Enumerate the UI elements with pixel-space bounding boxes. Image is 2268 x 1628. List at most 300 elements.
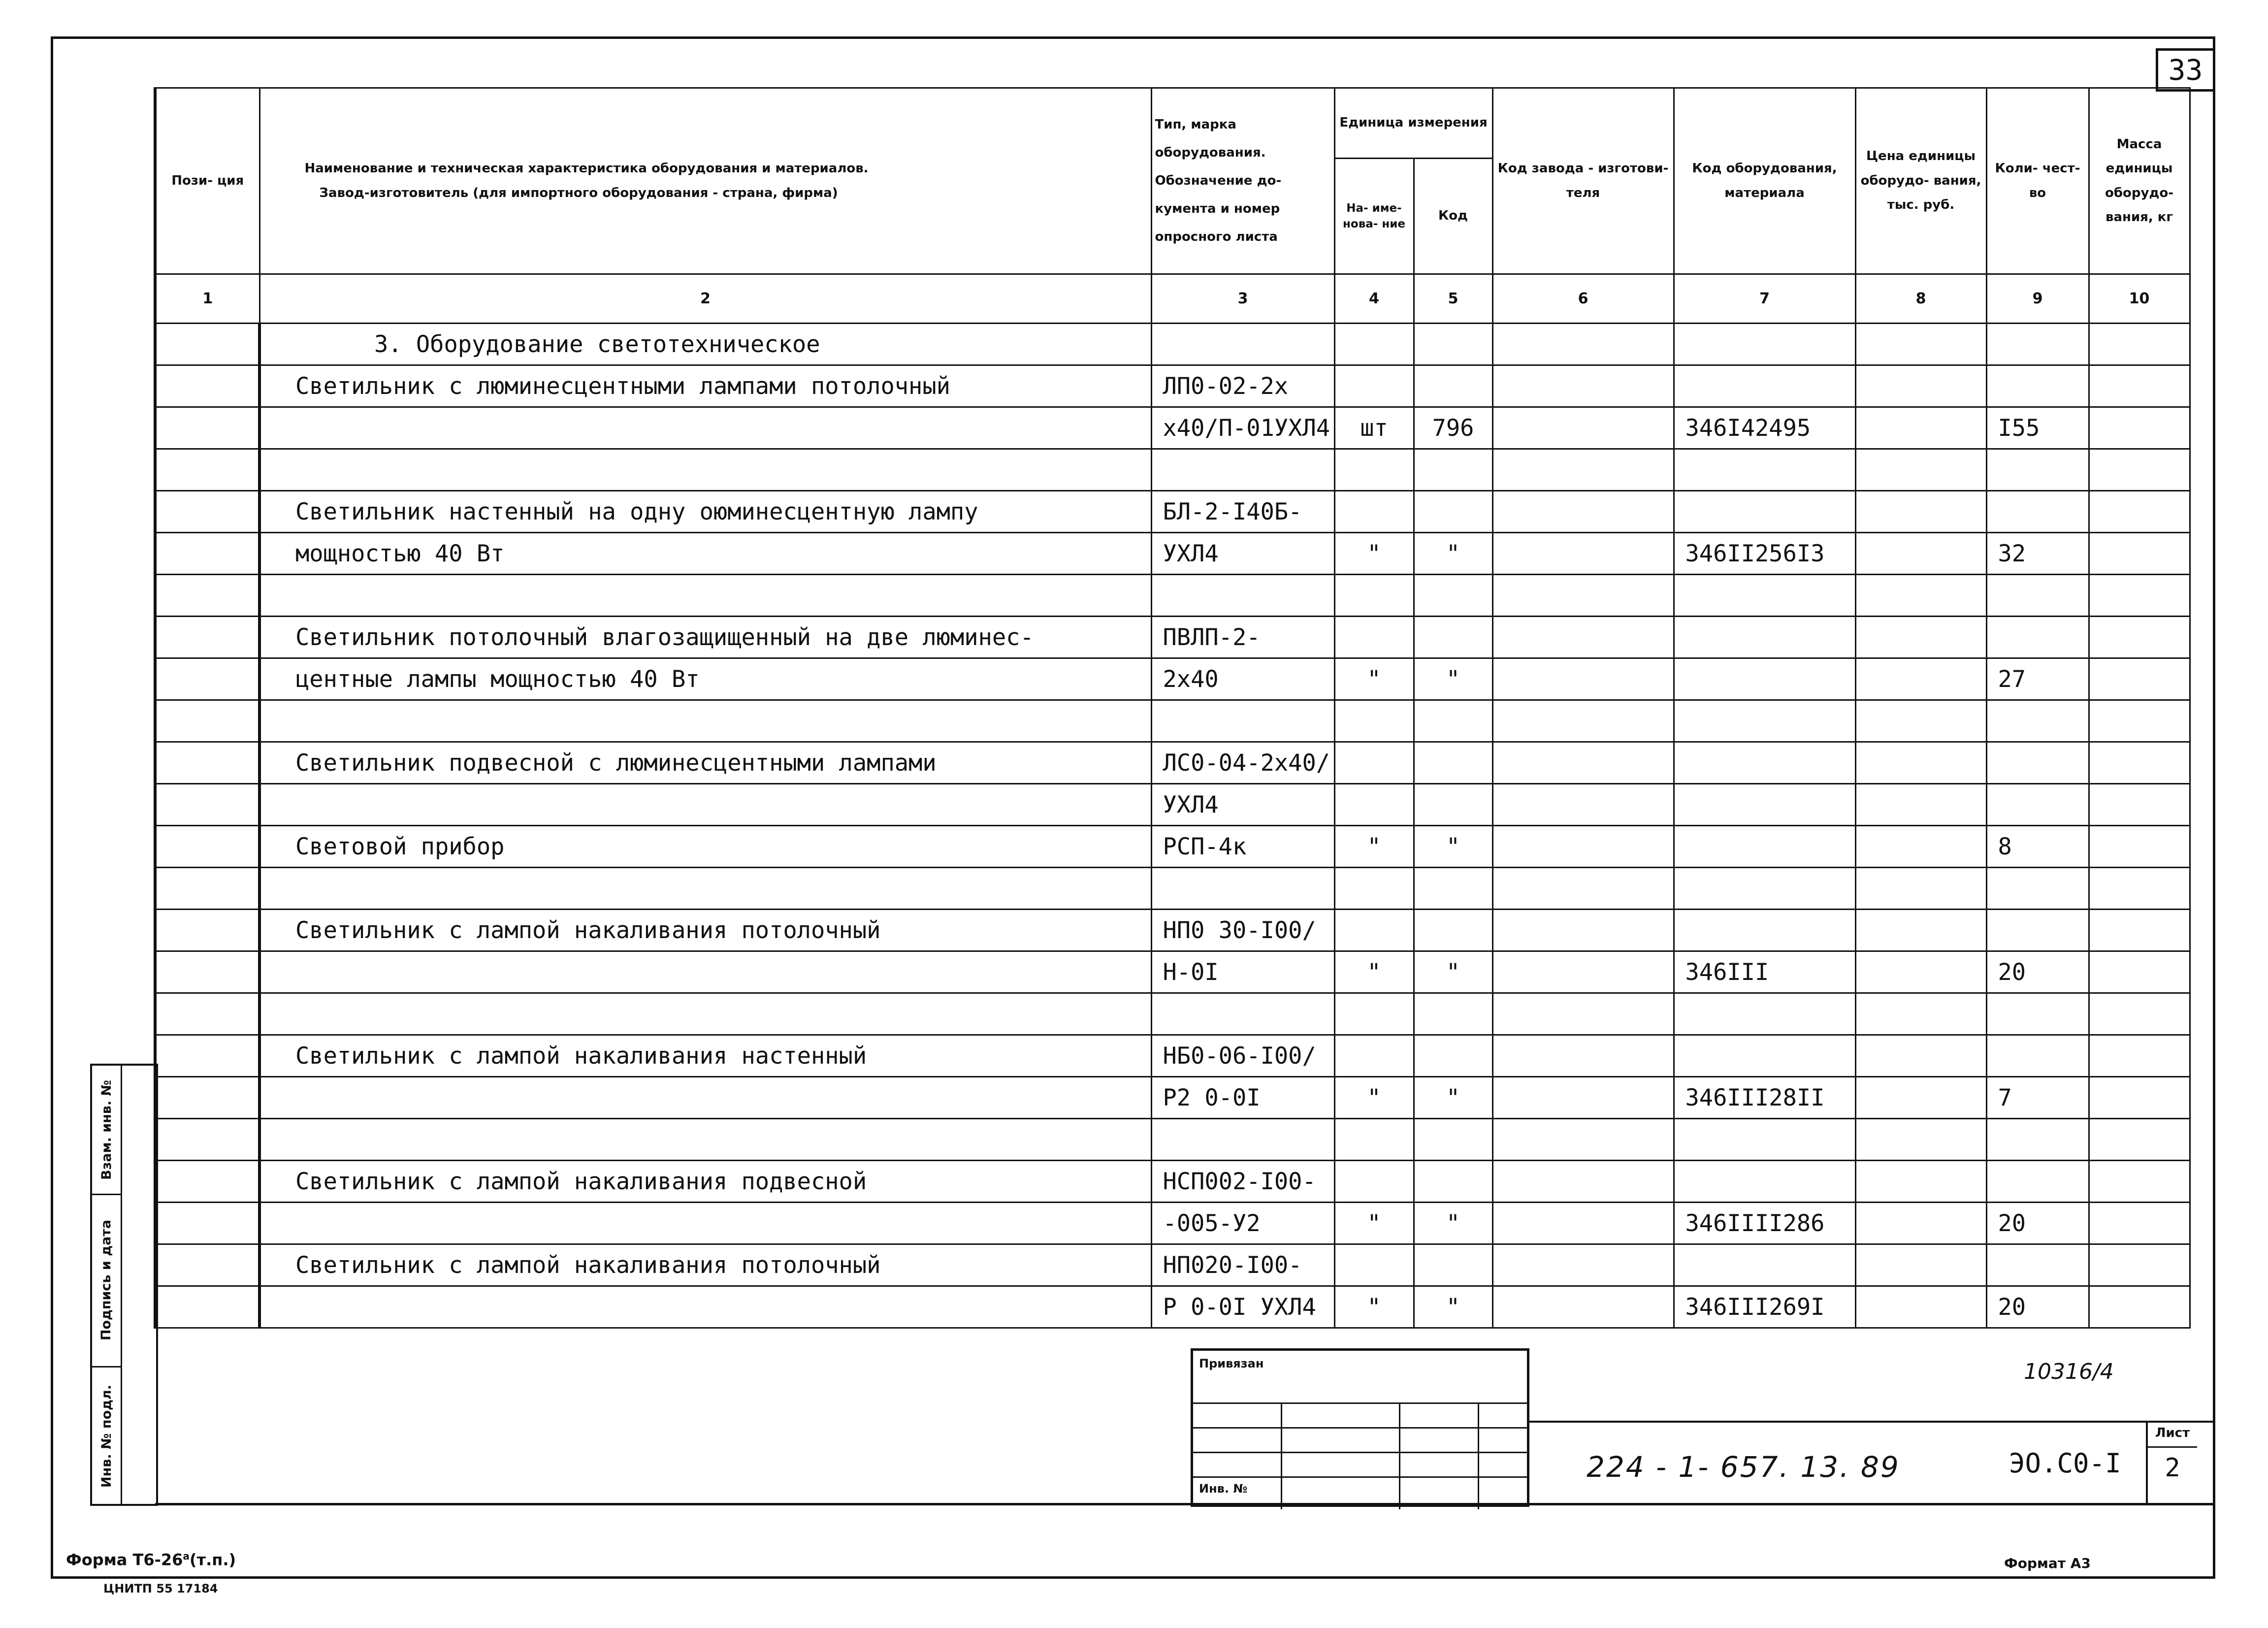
table-row [155,1119,2190,1161]
cell-factory-code [1492,449,1674,491]
cell-unit-code: " [1414,1077,1492,1119]
column-number: 1 [155,274,259,324]
cell-equipment-code: 346IIII286 [1674,1203,1855,1244]
cell-unit: шт [1334,407,1414,449]
cell-unit: " [1334,533,1414,575]
cell-unit: " [1334,826,1414,868]
table-row [155,658,2190,700]
cell-name: мощностью 40 Вт [259,533,1151,575]
cell-factory-code [1492,617,1674,658]
cell-price [1855,449,1986,491]
cell-quantity: 20 [1986,951,2089,993]
cell-equipment-code [1674,491,1855,533]
table-row [155,993,2190,1035]
bottom-border [155,1503,2215,1505]
header-factory-code: Код завода - изготови- теля [1492,88,1674,274]
cell-equipment-code: 346III269I [1674,1286,1855,1328]
cell-type: ЛП0-02-2х [1151,365,1334,407]
cell-unit-code [1414,742,1492,784]
strip-inv-orig: Инв. № подл. [98,1384,114,1488]
cell-type: РСП-4к [1151,826,1334,868]
cell-name [259,575,1151,617]
cell-name [259,700,1151,742]
cell-equipment-code [1674,575,1855,617]
cell-unit [1334,910,1414,951]
cell-factory-code [1492,742,1674,784]
cell-unit-code [1414,993,1492,1035]
cell-quantity: 8 [1986,826,2089,868]
cell-factory-code [1492,1035,1674,1077]
table-row [155,575,2190,617]
cell-mass [2089,617,2190,658]
cell-mass [2089,700,2190,742]
cell-unit-code: " [1414,658,1492,700]
cell-quantity: 32 [1986,533,2089,575]
cell-price [1855,951,1986,993]
cell-position [155,868,259,910]
left-signature-strip [90,1064,158,1506]
cell-factory-code [1492,700,1674,742]
cell-unit [1334,575,1414,617]
header-unit-group [1334,88,1492,274]
table-row [155,1286,2190,1328]
cell-unit-code: " [1414,951,1492,993]
cell-type: -005-У2 [1151,1203,1334,1244]
cell-price [1855,993,1986,1035]
cell-unit-code [1414,365,1492,407]
cell-mass [2089,491,2190,533]
table-row [155,826,2190,868]
cell-unit [1334,324,1414,365]
cell-name: Светильник с лампой накаливания подвесной [259,1161,1151,1203]
cell-mass [2089,1286,2190,1328]
cell-type: УХЛ4 [1151,784,1334,826]
cell-equipment-code [1674,1035,1855,1077]
cell-mass [2089,407,2190,449]
stamp-inv-label: Инв. № [1199,1482,1248,1496]
table-header-row [155,88,2190,274]
cell-equipment-code [1674,700,1855,742]
header-position: Пози- ция [155,88,259,274]
cell-name [259,1286,1151,1328]
cell-position [155,784,259,826]
cell-unit-code [1414,491,1492,533]
cell-unit-code [1414,700,1492,742]
table-row [155,1161,2190,1203]
table-row [155,491,2190,533]
cell-name: Светильник с лампой накаливания потолочный [259,910,1151,951]
cell-unit: " [1334,1203,1414,1244]
cell-name: Светильник подвесной с люминесцентными лампами [259,742,1151,784]
stamp-bound-label: Привязан [1199,1357,1264,1370]
inventory-number: 10316/4 [2024,1359,2114,1384]
cell-position [155,575,259,617]
cell-equipment-code [1674,324,1855,365]
cell-price [1855,826,1986,868]
cell-equipment-code: 346III [1674,951,1855,993]
cell-unit [1334,1119,1414,1161]
cell-unit-code [1414,1119,1492,1161]
cell-factory-code [1492,407,1674,449]
cell-position [155,658,259,700]
cell-name: Светильник с лампой накаливания настенный [259,1035,1151,1077]
cell-name [259,407,1151,449]
cell-position [155,449,259,491]
cell-quantity: 27 [1986,658,2089,700]
cell-unit-code: " [1414,826,1492,868]
cell-equipment-code [1674,784,1855,826]
cell-equipment-code: 346III28II [1674,1077,1855,1119]
cell-price [1855,868,1986,910]
cell-unit [1334,868,1414,910]
cell-unit [1334,1161,1414,1203]
column-number: 6 [1492,274,1674,324]
cell-unit-code [1414,1035,1492,1077]
cell-unit [1334,365,1414,407]
strip-sign-date: Подпись и дата [92,1194,121,1368]
cell-mass [2089,1244,2190,1286]
cell-factory-code [1492,1203,1674,1244]
cell-unit-code [1414,449,1492,491]
table-row [155,910,2190,951]
cell-mass [2089,1077,2190,1119]
cell-factory-code [1492,1244,1674,1286]
cell-quantity [1986,910,2089,951]
cell-position [155,1161,259,1203]
cell-type: БЛ-2-I40Б- [1151,491,1334,533]
cell-type [1151,324,1334,365]
cell-name: Световой прибор [259,826,1151,868]
cell-mass [2089,658,2190,700]
column-number: 5 [1414,274,1492,324]
sheet-label: Лист [2155,1426,2190,1440]
cell-factory-code [1492,1119,1674,1161]
cell-position [155,1035,259,1077]
cell-position [155,533,259,575]
cell-quantity [1986,1244,2089,1286]
cell-position [155,910,259,951]
cell-quantity [1986,449,2089,491]
small-stamp-text: ЦНИТП 55 17184 [103,1582,218,1595]
cell-quantity: I55 [1986,407,2089,449]
table-row [155,407,2190,449]
cell-type: Н-0I [1151,951,1334,993]
cell-unit: " [1334,1286,1414,1328]
table-row [155,533,2190,575]
header-type: Тип, марка оборудования. Обозначение до- кумента и номер опросного листа [1151,88,1334,274]
cell-equipment-code: 346II256I3 [1674,533,1855,575]
table-row [155,365,2190,407]
cell-position [155,491,259,533]
cell-factory-code [1492,1286,1674,1328]
cell-name [259,993,1151,1035]
cell-mass [2089,910,2190,951]
binding-stamp [1191,1348,1529,1507]
cell-mass [2089,993,2190,1035]
cell-price [1855,700,1986,742]
cell-name: Светильник с лампой накаливания потолочный [259,1244,1151,1286]
cell-equipment-code [1674,1161,1855,1203]
cell-equipment-code [1674,365,1855,407]
cell-price [1855,1244,1986,1286]
table-row [155,868,2190,910]
cell-equipment-code [1674,993,1855,1035]
cell-name [259,1077,1151,1119]
cell-type: ПВЛП-2- [1151,617,1334,658]
cell-price [1855,1286,1986,1328]
cell-name: Светильник потолочный влагозащищенный на две люминес- [259,617,1151,658]
column-number: 10 [2089,274,2190,324]
cell-type: Р 0-0I УХЛ4 [1151,1286,1334,1328]
cell-unit-code [1414,617,1492,658]
cell-position [155,700,259,742]
cell-quantity [1986,868,2089,910]
cell-equipment-code: 346I42495 [1674,407,1855,449]
table-row [155,617,2190,658]
header-name [259,88,1151,274]
cell-position [155,1119,259,1161]
cell-unit [1334,491,1414,533]
cell-position [155,1286,259,1328]
cell-name [259,1203,1151,1244]
format-label: Формат А3 [2004,1555,2091,1571]
cell-price [1855,491,1986,533]
cell-unit [1334,700,1414,742]
column-number-row [155,274,2190,324]
cell-type [1151,868,1334,910]
cell-position [155,1244,259,1286]
sheet-box [2146,1421,2195,1503]
cell-mass [2089,533,2190,575]
header-equipment-code: Код оборудования, материала [1674,88,1855,274]
cell-price [1855,407,1986,449]
cell-name [259,951,1151,993]
cell-mass [2089,1203,2190,1244]
table-row [155,1077,2190,1119]
cell-price [1855,742,1986,784]
cell-equipment-code [1674,910,1855,951]
header-unit-subcells [1335,159,1492,273]
cell-equipment-code [1674,826,1855,868]
table-row [155,742,2190,784]
specification-rows [155,324,2190,1328]
cell-quantity [1986,1035,2089,1077]
cell-factory-code [1492,658,1674,700]
cell-type: НБ0-06-I00/ [1151,1035,1334,1077]
cell-type: Р2 0-0I [1151,1077,1334,1119]
cell-unit [1334,1035,1414,1077]
title-block-divider [1529,1421,2215,1423]
sheet-value: 2 [2165,1453,2180,1483]
mark-code: ЭО.С0-I [2009,1448,2121,1479]
table-row [155,1035,2190,1077]
cell-price [1855,1161,1986,1203]
cell-type: 2х40 [1151,658,1334,700]
cell-mass [2089,784,2190,826]
cell-price [1855,617,1986,658]
cell-unit-code: 796 [1414,407,1492,449]
table-row [155,784,2190,826]
cell-factory-code [1492,365,1674,407]
header-price: Цена единицы оборудо- вания, тыс. руб. [1855,88,1986,274]
cell-unit: " [1334,658,1414,700]
cell-unit-code [1414,324,1492,365]
cell-factory-code [1492,868,1674,910]
cell-type: х40/П-01УХЛ4 [1151,407,1334,449]
cell-unit [1334,449,1414,491]
cell-equipment-code [1674,742,1855,784]
cell-mass [2089,826,2190,868]
cell-name: Светильник настенный на одну оюминесцентную лампу [259,491,1151,533]
column-number: 9 [1986,274,2089,324]
column-number: 3 [1151,274,1334,324]
cell-mass [2089,742,2190,784]
cell-name [259,1119,1151,1161]
cell-unit [1334,784,1414,826]
cell-unit [1334,617,1414,658]
cell-price [1855,1035,1986,1077]
cell-factory-code [1492,826,1674,868]
cell-mass [2089,449,2190,491]
cell-quantity [1986,324,2089,365]
cell-type [1151,993,1334,1035]
cell-unit-code [1414,910,1492,951]
cell-unit: " [1334,1077,1414,1119]
header-mass: Масса единицы оборудо- вания, кг [2089,88,2190,274]
table-row [155,449,2190,491]
corner-sheet-number: 33 [2156,48,2215,92]
cell-mass [2089,951,2190,993]
cell-price [1855,784,1986,826]
cell-mass [2089,324,2190,365]
table-row [155,1244,2190,1286]
cell-equipment-code [1674,868,1855,910]
cell-unit-code [1414,1161,1492,1203]
header-unit-name: На- име- нова- ние [1335,159,1415,273]
cell-factory-code [1492,1161,1674,1203]
document-code: 224 - 1- 657. 13. 89 [1587,1450,1900,1484]
cell-position [155,951,259,993]
cell-position [155,324,259,365]
cell-quantity [1986,1161,2089,1203]
cell-factory-code [1492,910,1674,951]
cell-type [1151,575,1334,617]
cell-price [1855,910,1986,951]
cell-price [1855,365,1986,407]
cell-quantity: 20 [1986,1203,2089,1244]
specification-table [154,87,2191,1329]
cell-price [1855,1203,1986,1244]
cell-unit [1334,1244,1414,1286]
cell-quantity [1986,491,2089,533]
column-number: 8 [1855,274,1986,324]
cell-quantity [1986,700,2089,742]
column-number: 7 [1674,274,1855,324]
cell-factory-code [1492,1077,1674,1119]
cell-mass [2089,868,2190,910]
header-name-line1: Наименование и техническая характеристика оборудования и материалов. [304,161,869,176]
cell-price [1855,658,1986,700]
cell-quantity: 20 [1986,1286,2089,1328]
cell-name [259,449,1151,491]
header-unit-code: Код [1438,208,1468,224]
cell-price [1855,1119,1986,1161]
cell-equipment-code [1674,658,1855,700]
cell-position [155,1077,259,1119]
header-name-line2: Завод-изготовитель (для импортного оборудования - страна, фирма) [319,185,838,200]
cell-factory-code [1492,951,1674,993]
cell-price [1855,533,1986,575]
cell-factory-code [1492,784,1674,826]
cell-type: НСП002-I00- [1151,1161,1334,1203]
cell-factory-code [1492,491,1674,533]
cell-mass [2089,1119,2190,1161]
cell-name [259,868,1151,910]
cell-type [1151,449,1334,491]
cell-price [1855,1077,1986,1119]
strip-replace-inv: Взам. инв. № [92,1066,121,1195]
cell-unit-code: " [1414,1286,1492,1328]
cell-mass [2089,575,2190,617]
cell-type [1151,700,1334,742]
table-row [155,951,2190,993]
cell-unit-code: " [1414,1203,1492,1244]
form-label: Форма $Т6-26^а(т.п.)$ [66,1550,236,1569]
cell-quantity [1986,742,2089,784]
cell-position [155,617,259,658]
cell-quantity [1986,784,2089,826]
cell-equipment-code [1674,1244,1855,1286]
cell-type: НП020-I00- [1151,1244,1334,1286]
cell-position [155,993,259,1035]
cell-unit-code [1414,1244,1492,1286]
cell-unit [1334,993,1414,1035]
cell-name: 3. Оборудование светотехническое [259,324,1151,365]
cell-quantity [1986,365,2089,407]
cell-mass [2089,1035,2190,1077]
cell-quantity [1986,575,2089,617]
cell-price [1855,324,1986,365]
cell-position [155,742,259,784]
cell-type: ЛС0-04-2х40/ [1151,742,1334,784]
cell-name: Светильник с люминесцентными лампами потолочный [259,365,1151,407]
column-number: 2 [259,274,1151,324]
cell-quantity [1986,617,2089,658]
cell-unit-code: " [1414,533,1492,575]
cell-mass [2089,1161,2190,1203]
cell-unit-code [1414,868,1492,910]
cell-equipment-code [1674,617,1855,658]
header-quantity: Коли- чест- во [1986,88,2089,274]
cell-factory-code [1492,324,1674,365]
cell-quantity [1986,1119,2089,1161]
cell-equipment-code [1674,1119,1855,1161]
cell-name: центные лампы мощностью 40 Вт [259,658,1151,700]
header-unit-title: Единица измерения [1335,89,1492,159]
column-number: 4 [1334,274,1414,324]
cell-unit-code [1414,784,1492,826]
cell-equipment-code [1674,449,1855,491]
cell-unit: " [1334,951,1414,993]
cell-mass [2089,365,2190,407]
table-row [155,700,2190,742]
cell-factory-code [1492,993,1674,1035]
cell-position [155,826,259,868]
table-row [155,324,2190,365]
cell-quantity [1986,993,2089,1035]
cell-position [155,407,259,449]
cell-type [1151,1119,1334,1161]
